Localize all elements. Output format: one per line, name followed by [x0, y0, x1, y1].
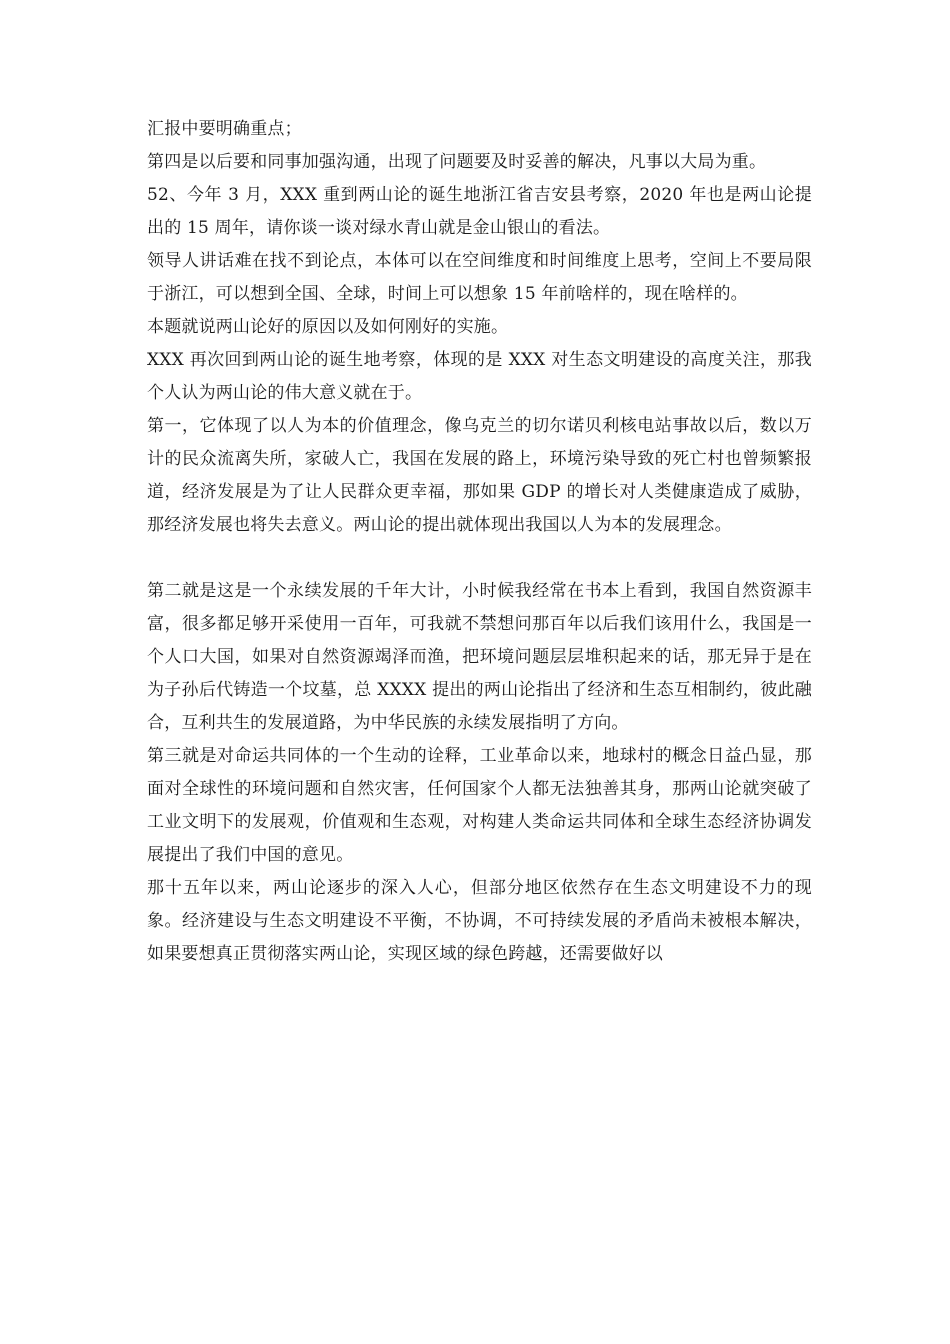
paragraph-intro: XXX 再次回到两山论的诞生地考察，体现的是 XXX 对生态文明建设的高度关注，那我个人认为两山论的伟大意义就在于。	[147, 350, 812, 403]
paragraph-conclusion: 那十五年以来，两山论逐步的深入人心，但部分地区依然存在生态文明建设不力的现象。经济建设与生态文明建设不平衡，不协调，不可持续发展的矛盾尚未被根本解决，如果要想真正贯彻落实两山论，实现区域的绿色跨越，还需要做好以	[147, 878, 812, 964]
paragraph-fourth-point: 第四是以后要和同事加强沟通，出现了问题要及时妥善的解决，凡事以大局为重。	[147, 152, 767, 172]
paragraph-question-52: 52、今年 3 月，XXX 重到两山论的诞生地浙江省吉安县考察，2020 年也是两山论提出的 15 周年，请你谈一谈对绿水青山就是金山银山的看法。	[147, 185, 812, 238]
paragraph-third-point: 第三就是对命运共同体的一个生动的诠释，工业革命以来，地球村的概念日益凸显，那面对全球性的环境问题和自然灾害，任何国家个人都无法独善其身，那两山论就突破了工业文明下的发展观，价值观和生态观，对构建人类命运共同体和全球生态经济协调发展提出了我们中国的意见。	[147, 746, 812, 865]
document-body	[147, 113, 812, 971]
paragraph-second-point: 第二就是这是一个永续发展的千年大计，小时候我经常在书本上看到，我国自然资源丰富，很多都足够开采使用一百年，可我就不禁想问那百年以后我们该用什么，我国是一个人口大国，如果对自然资源竭泽而渔，把环境问题层层堆积起来的话，那无异于是在为子孙后代铸造一个坟墓，总 XXXX 提出的两山论指出了经济和生态互相制约，彼此融合，互利共生的发展道路，为中华民族的永续发展指明了方向。	[147, 581, 812, 733]
paragraph-analysis: 领导人讲话难在找不到论点，本体可以在空间维度和时间维度上思考，空间上不要局限于浙江，可以想到全国、全球，时间上可以想象 15 年前啥样的，现在啥样的。	[147, 251, 812, 304]
paragraph-summary-point: 汇报中要明确重点；	[147, 119, 302, 139]
paragraph-approach: 本题就说两山论好的原因以及如何刚好的实施。	[147, 317, 509, 337]
paragraph-first-point: 第一，它体现了以人为本的价值理念，像乌克兰的切尔诺贝利核电站事故以后，数以万计的民众流离失所，家破人亡，我国在发展的路上，环境污染导致的死亡村也曾频繁报道，经济发展是为了让人民群众更幸福，那如果 GDP 的增长对人类健康造成了威胁，那经济发展也将失去意义。两山论的提出就体现出我国以人为本的发展理念。	[147, 416, 812, 535]
